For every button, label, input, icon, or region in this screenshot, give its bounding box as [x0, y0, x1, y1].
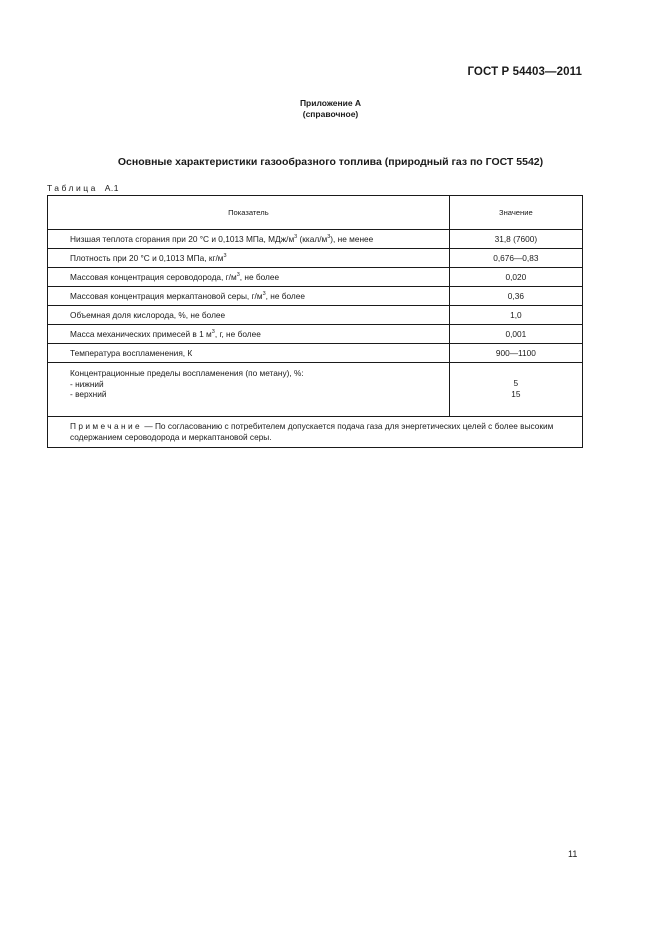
page-number: 11: [568, 849, 578, 859]
table-note-row: [48, 417, 583, 448]
flammability-upper-label: - верхний: [70, 389, 107, 399]
appendix-title: Приложение А: [299, 98, 362, 108]
table-note: [48, 417, 583, 448]
flammability-lower-value: 5: [513, 378, 519, 388]
flammability-label: Концентрационные пределы воспламенения (по метану), %:: [70, 368, 304, 378]
value-cell: 0,36: [449, 287, 582, 306]
value-cell: 900—1100: [449, 344, 582, 363]
value-cell: 0,020: [449, 268, 582, 287]
value-cell: 31,8 (7600): [449, 230, 582, 249]
value-cell: [449, 363, 582, 417]
parameter-cell: Низшая теплота сгорания при 20 °С и 0,1013 МПа, МДж/$м^3$ $(ккал/м^3)$, не менее: [48, 230, 450, 249]
standard-code: ГОСТ Р 54403—2011: [467, 66, 582, 78]
table-row: [48, 325, 583, 344]
table-row: [48, 306, 583, 325]
parameter-cell: Температура воспламенения, К: [48, 344, 450, 363]
characteristics-table: [47, 195, 583, 448]
column-header-value: Значение: [449, 196, 582, 230]
appendix-heading: [0, 98, 661, 120]
table-row: [48, 268, 583, 287]
parameter-cell: Масса механических примесей в 1 $м^3$, г, не более: [48, 325, 450, 344]
table-row-flammability: [48, 363, 583, 417]
value-cell: 0,676—0,83: [449, 249, 582, 268]
table-caption: [47, 183, 119, 193]
parameter-cell: [48, 363, 450, 417]
table-caption-number: А.1: [104, 183, 119, 193]
table-header-row: [48, 196, 583, 230]
value-cell: 1,0: [449, 306, 582, 325]
parameter-cell: Массовая концентрация сероводорода, $г/м^3$, не более: [48, 268, 450, 287]
parameter-cell: Плотность при 20 °С и 0,1013 МПа, $кг/м^3$: [48, 249, 450, 268]
parameter-cell: Объемная доля кислорода, %, не более: [48, 306, 450, 325]
note-text: — По согласованию с потребителем допускается подача газа для энергетических целей с более высоким содержанием сероводорода и меркаптановой серы.: [70, 421, 554, 442]
table-row: [48, 287, 583, 306]
table-row: [48, 249, 583, 268]
note-label: Примечание: [70, 421, 143, 431]
document-title: Основные характеристики газообразного топлива (природный газ по ГОСТ 5542): [117, 156, 544, 168]
flammability-upper-value: 15: [511, 388, 521, 399]
table-caption-label: Таблица: [47, 183, 98, 193]
column-header-parameter: Показатель: [48, 196, 450, 230]
flammability-lower-label: - нижний: [70, 378, 104, 389]
table-row: [48, 344, 583, 363]
value-cell: 0,001: [449, 325, 582, 344]
table-row: [48, 230, 583, 249]
parameter-cell: Массовая концентрация меркаптановой серы, $г/м^3$, не более: [48, 287, 450, 306]
appendix-subtitle: (справочное): [302, 109, 359, 119]
